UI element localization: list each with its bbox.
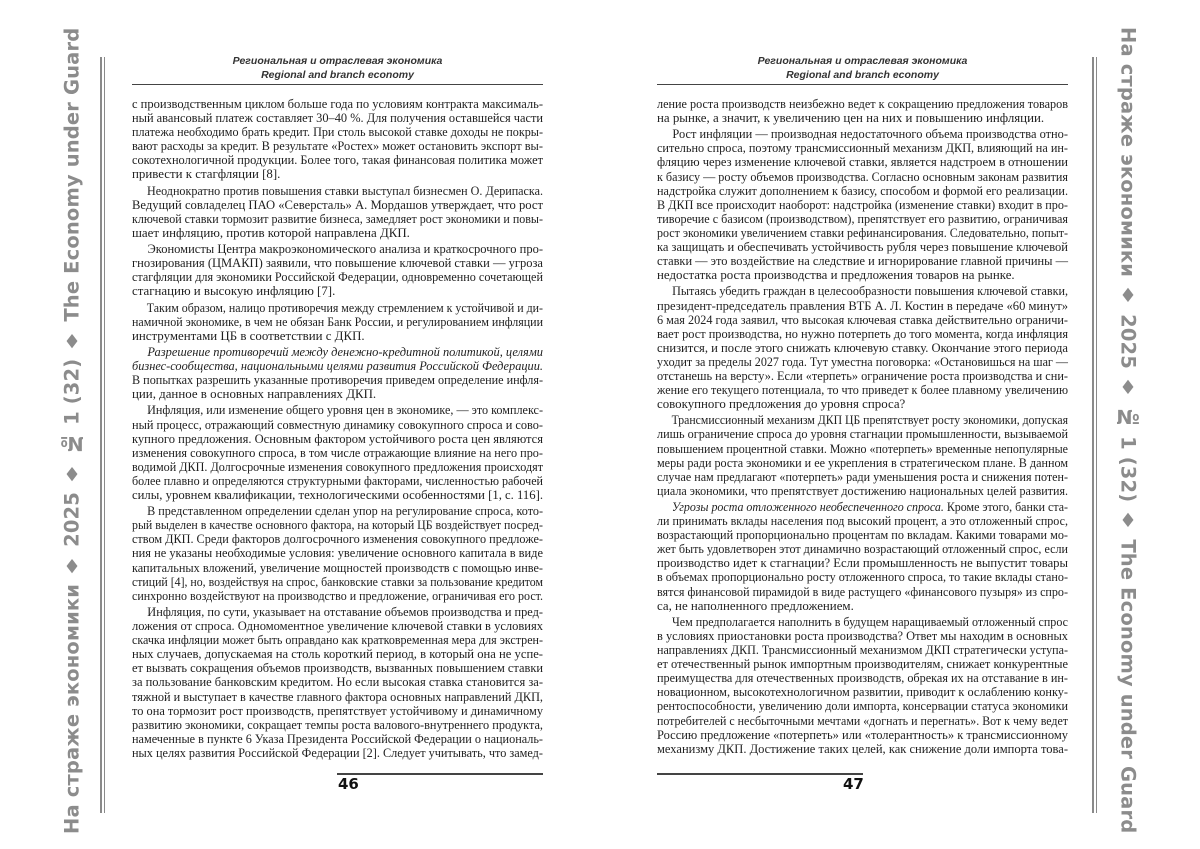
line-text: более плавно и определяются структурными факторами, численностью рабочей [132, 474, 543, 488]
line-text: ный процесс, отражающий совместную динамику совокупного спроса и сово- [132, 418, 543, 432]
line-text: Трансмиссионный механизм ДКП ЦБ препятствует росту экономики, допуская [672, 413, 1068, 427]
text-line [132, 474, 543, 488]
text-line [657, 728, 1068, 742]
text-line [132, 732, 543, 746]
paragraph [657, 413, 1068, 498]
line-text: сокотехнологичной продукции. Более того, такая финансовая политика может [132, 153, 543, 167]
line-text: за пользование банковским кредитом. Но если высокая ставка становится за- [132, 675, 543, 689]
text-line [132, 619, 543, 633]
line-text: президент-председатель правления ВТБ А. Л. Костин в передаче «60 минут» [657, 299, 1068, 313]
line-text: уходит за пределы 2027 года. Тут уместна поговорка: «Остановишься на шаг — [657, 355, 1068, 369]
line-text: в объемах пропорционально росту отложенного спроса, то такие вклады стано- [657, 570, 1068, 584]
line-text: ния не указаны необходимые условия: увеличение основного капитала в виде [132, 546, 543, 560]
text-line [657, 212, 1068, 226]
paragraph [657, 615, 1068, 756]
running-header [657, 54, 1068, 82]
line-text: вает рост производства, но нужно потерпеть до того момента, когда инфляция [657, 327, 1068, 341]
text-line [132, 704, 543, 718]
line-text: стагфляции для экономики Российской Федерации, одновременно сочетающей [132, 270, 543, 284]
text-line [132, 661, 543, 675]
line-text: Россию предложение «потерпеть» или «толерантность» к трансмиссионному [657, 728, 1068, 742]
line-text: преимущества для отечественных производств, обрекая их на отставание в ин- [657, 671, 1068, 685]
line-text: ством ДКП. Среди факторов долгосрочного изменения совокупного предложе- [132, 532, 543, 546]
section-title-en: Regional and branch economy [132, 68, 543, 82]
text-line [657, 442, 1068, 456]
line-text: фляцию через изменение ключевой ставки, является надстроем в отношении [657, 155, 1068, 169]
italic-subheading-text: бизнес-сообщества, национальными целями развития Российской Федерации. [132, 359, 543, 373]
line-text: скачка инфляции может быть оправдано как кратковременная мера для экстрен- [132, 633, 543, 647]
text-line [657, 341, 1068, 355]
line-text: изменения совокупного спроса, в том числе отражающие влияние на него про- [132, 446, 543, 460]
paragraph [132, 345, 543, 401]
line-text: платежа необходимо брать кредит. При столь высокой ставке доходы не покры- [132, 125, 543, 139]
line-text: купного предложения. Основным фактором устойчивого роста цен являются [132, 432, 543, 446]
text-line [657, 528, 1068, 542]
text-line [132, 256, 543, 270]
line-text: стиций [4], но, воздействуя на спрос, банковские ставки за пользование кредитом [132, 575, 543, 589]
paragraph [657, 97, 1068, 125]
paragraph [132, 403, 543, 502]
text-line [657, 599, 1068, 613]
line-text: производство идет к стагнации? Если промышленность не выпустит товары [657, 556, 1068, 570]
line-text: тяжной и выступает в качестве главного фактора основных направлений ДКП, [132, 690, 543, 704]
line-text: ет отечественный рынок импортным производителям, снижает конкурентные [657, 657, 1068, 671]
line-text: недостатка роста производства и предложения товаров на рынке. [657, 268, 1015, 282]
line-text: ции, данное в основных направлениях ДКП. [132, 387, 376, 401]
line-text: лишь ограничение спроса до уровня стагнации промышленности, вызываемой [657, 427, 1068, 441]
line-text: ставки — это воздействие на следствие и игнорирование главной причины — [657, 254, 1068, 268]
italic-subheading-text: Угрозы роста отложенного необеспеченного спроса. [672, 500, 944, 514]
text-line [132, 675, 543, 689]
line-text: меры ради роста экономики и ее укрепления в стратегическом плане. В данном [657, 456, 1068, 470]
text-line [132, 226, 543, 240]
text-line [657, 500, 1083, 514]
section-title-en: Regional and branch economy [657, 68, 1068, 82]
text-line [132, 647, 543, 661]
line-text: направлениях ДКП. Трансмиссионный механизмом ДКП стратегически уступа- [657, 643, 1068, 657]
line-text: Таким образом, налицо противоречия между стремлением к устойчивой и ди- [147, 301, 543, 315]
line-text: ет вызвать сокращения объемов производств, вызванных повышением ставки [132, 661, 543, 675]
line-text: рост экономики увеличением ставки рефинансирования. Следовательно, попыт- [657, 226, 1068, 240]
line-text: возрастающий пропорционально процентам по вкладам. Какими товарами мо- [657, 528, 1068, 542]
paragraph [132, 97, 543, 182]
text-line [132, 518, 543, 532]
paragraph [657, 127, 1068, 282]
text-line [132, 387, 543, 401]
line-text: ление роста производств неизбежно ведет к сокращению предложения товаров [657, 97, 1068, 111]
text-line [132, 418, 543, 432]
text-line [132, 270, 543, 284]
journal-sidebar-title-right: На страже экономики ♦ 2025 ♦ № 1 (32) ♦ The Economy under Guard [1113, 58, 1143, 803]
text-line [132, 184, 558, 198]
text-line [132, 561, 543, 575]
text-line [132, 198, 543, 212]
text-line [657, 699, 1068, 713]
line-text: сительно спроса, поэтому трансмиссионный механизм ДКП, влияющий на ин- [657, 141, 1068, 155]
text-line [657, 254, 1068, 268]
text-line [657, 198, 1068, 212]
line-text: механизму ДКП. Достижение таких целей, как снижение доли импорта това- [657, 742, 1068, 756]
line-text: Кроме этого, банки ста- [944, 500, 1068, 514]
text-line [657, 585, 1068, 599]
text-line [132, 690, 543, 704]
line-text: отстанешь на версту». Если «терпеть» ограничение роста производства и сни- [657, 369, 1068, 383]
line-text: жет быть удовлетворен этот динамично возрастающий отложенный спрос, если [657, 542, 1068, 556]
text-line [657, 97, 1068, 111]
line-text: 6 мая 2024 года заявил, что высокая ключевая ставка действительно ограничи- [657, 313, 1068, 327]
line-text: шает инфляцию, против которой направлена ДКП. [132, 226, 410, 240]
line-text: Инфляция, по сути, указывает на отставание объемов производства и пред- [147, 605, 543, 619]
page-body [132, 97, 543, 762]
page-number: 46 [338, 775, 359, 793]
line-text: гнозирования (ЦМАКП) заявили, что повышение ключевой ставки — угроза [132, 256, 543, 270]
line-text: рый выделен в качестве основного фактора, на который ЦБ воздействует посред- [132, 518, 543, 532]
text-line [657, 170, 1068, 184]
page-number: 47 [843, 775, 864, 793]
line-text: намичной экономике, в чем не обязан Банк России, и регулированием инфляции [132, 315, 543, 329]
line-text: Экономисты Центра макроэкономического анализа и краткосрочного про- [148, 242, 543, 256]
line-text: В попытках разрешить указанные противоречия приведем определение инфля- [132, 373, 543, 387]
text-line [657, 685, 1068, 699]
line-text: совокупного предложения до уровня спроса? [657, 397, 905, 411]
text-line [657, 369, 1068, 383]
paragraph [657, 284, 1068, 411]
line-text: вятся финансовой пирамидой в виде растущего «финансового пузыря» из спро- [657, 585, 1068, 599]
text-line [132, 111, 543, 125]
text-line [657, 313, 1068, 327]
line-text: то она тормозит рост производств, препятствует устойчивому и динамичному [132, 704, 543, 718]
line-text: Ведущий совладелец ПАО «Северсталь» А. Мордашов утверждает, что рост [132, 198, 543, 212]
text-line [132, 746, 543, 760]
italic-subheading-text: Разрешение противоречий между денежно-кредитной политикой, целями [147, 345, 543, 359]
line-text: ных случаев, допускаемая на столь короткий период, в который она не успе- [132, 647, 543, 661]
header-rule [132, 84, 543, 85]
line-text: к базису — росту объемов производства. Согласно основным законам развития [657, 170, 1068, 184]
text-line [132, 488, 543, 502]
line-text: новационном, высокотехнологичном развитии, приводит к ослаблению конку- [657, 685, 1068, 699]
text-line [132, 97, 543, 111]
line-text: жение его текущего потенциала, то что приведет к более плавному увеличению [657, 383, 1068, 397]
paragraph [132, 301, 543, 343]
text-line [657, 397, 1068, 411]
text-line [657, 355, 1068, 369]
paragraph [132, 504, 543, 603]
line-text: вают расходы за кредит. В результате «Ростех» может остановить экспорт вы- [132, 139, 543, 153]
text-line [657, 643, 1068, 657]
line-text: Чем предполагается наполнить в будущем наращиваемый отложенный спрос [672, 615, 1068, 629]
text-line [132, 605, 558, 619]
text-line [657, 327, 1068, 341]
line-text: Неоднократно против повышения ставки выступал бизнесмен О. Дерипаска. [147, 184, 543, 198]
text-line [657, 615, 1083, 629]
text-line [132, 532, 543, 546]
paragraph [132, 184, 543, 240]
text-line [657, 671, 1068, 685]
text-line [132, 139, 543, 153]
line-text: водимой ДКП. Долгосрочные изменения совокупного предложения происходят [132, 460, 543, 474]
line-text: Пытаясь убедить граждан в целесообразности повышения ключевой ставки, [672, 284, 1068, 298]
line-text: привести к стагфляции [8]. [132, 167, 280, 181]
text-line [657, 383, 1068, 397]
section-title-ru: Региональная и отраслевая экономика [132, 54, 543, 68]
line-text: стагнацию и высокую инфляцию [7]. [132, 284, 335, 298]
text-line [132, 242, 559, 256]
text-line [657, 184, 1068, 198]
text-line [657, 413, 1083, 427]
text-line [657, 427, 1068, 441]
text-line [132, 403, 558, 417]
footer-rule [657, 773, 863, 775]
text-line [657, 742, 1068, 756]
text-line [132, 718, 543, 732]
text-line [657, 155, 1068, 169]
line-text: В представленном определении сделан упор на регулирование спроса, кото- [147, 504, 543, 518]
text-line [132, 460, 543, 474]
line-text: ка защищать и обеспечивать устойчивость рубля через повышение ключевой [657, 240, 1068, 254]
line-text: случае нам предлагают «потерпеть» ради уменьшения роста и снижения потен- [657, 470, 1068, 484]
line-text: ли принимать вклады населения под высокий процент, а это отложенный спрос, [657, 514, 1068, 528]
journal-sidebar-title-left: На страже экономики ♦ 2025 ♦ № 1 (32) ♦ The Economy under Guard [57, 58, 87, 803]
line-text: силы, уровнем квалификации, технологическими особенностями [1, с. 116]. [132, 488, 543, 502]
line-text: ный авансовый платеж составляет 30–40 %. Для получения оставшейся части [132, 111, 543, 125]
text-line [132, 284, 543, 298]
text-line [657, 629, 1068, 643]
text-line [132, 633, 543, 647]
text-line [132, 546, 543, 560]
text-line [657, 556, 1068, 570]
text-line [657, 299, 1068, 313]
header-rule [657, 84, 1068, 85]
right-margin-rule [1092, 57, 1097, 813]
text-line [132, 329, 543, 343]
paragraph [657, 500, 1068, 613]
line-text: ключевой ставки тормозит развитие бизнеса, замедляет рост экономики и повы- [132, 212, 543, 226]
text-line [132, 373, 543, 387]
text-line [132, 432, 543, 446]
footer-rule [337, 773, 543, 775]
text-line [657, 514, 1068, 528]
line-text: ных целях развития Российской Федерации [2]. Следует учитывать, что замед- [132, 746, 543, 760]
text-line [132, 359, 543, 373]
line-text: инструментами ЦБ в соответствии с ДКП. [132, 329, 365, 343]
line-text: на рынке, а значит, к увеличению цен на них и повышению инфляции. [657, 111, 1044, 125]
line-text: намеченные в пункте 6 Указа Президента Российской Федерации о националь- [132, 732, 543, 746]
line-text: циала экономики, что препятствует достижению национальных целей развития. [657, 484, 1068, 498]
text-line [657, 570, 1068, 584]
text-line [132, 315, 543, 329]
line-text: повышением процентной ставки. Можно «потерпеть» временные непопулярные [657, 442, 1068, 456]
paragraph [132, 242, 543, 298]
text-line [657, 657, 1068, 671]
text-line [132, 125, 543, 139]
text-line [657, 714, 1068, 728]
text-line [657, 240, 1068, 254]
section-title-ru: Региональная и отраслевая экономика [657, 54, 1068, 68]
line-text: снизится, и после этого снижать ключевую ставку. Окончание этого периода [657, 341, 1068, 355]
paragraph [132, 605, 543, 760]
text-line [657, 542, 1068, 556]
text-line [132, 212, 543, 226]
page-body [657, 97, 1068, 758]
text-line [657, 226, 1068, 240]
line-text: капитальных вложений, увеличение мощностей производств с помощью инве- [132, 561, 543, 575]
line-text: В ДКП все происходит наоборот: надстройка (изменение ставки) входит в про- [657, 198, 1068, 212]
line-text: тиворечие с базисом (производством), препятствует его развитию, ограничивая [657, 212, 1068, 226]
line-text: надстройка служит дополнением к базису, способом и формой его реализации. [657, 184, 1068, 198]
line-text: потребителей с несбыточными мечтами «догнать и перегнать». Вот к чему ведет [657, 714, 1068, 728]
text-line [657, 456, 1068, 470]
text-line [657, 268, 1068, 282]
line-text: ложения от спроса. Одномоментное увеличение ключевой ставки в условиях [132, 619, 543, 633]
text-line [657, 127, 1083, 141]
text-line [132, 575, 543, 589]
line-text: Инфляция, или изменение общего уровня цен в экономике, — это комплекс- [147, 403, 543, 417]
line-text: Рост инфляции — производная недостаточного объема производства отно- [672, 127, 1068, 141]
text-line [657, 470, 1068, 484]
text-line [657, 141, 1068, 155]
running-header [132, 54, 543, 82]
line-text: с производственным циклом больше года по условиям контракта максималь- [132, 97, 543, 111]
text-line [657, 484, 1068, 498]
text-line [132, 589, 543, 603]
line-text: синхронно воздействуют на производство и предложение, ограничивая его рост. [132, 589, 543, 603]
text-line [132, 167, 543, 181]
line-text: рентоспособности, увеличению доли импорта, консервации статуса экономики [657, 699, 1068, 713]
text-line [132, 504, 558, 518]
left-margin-rule [100, 57, 105, 813]
text-line [657, 111, 1068, 125]
line-text: развитию экономики, сокращает темпы роста валового-внутреннего продукта, [132, 718, 543, 732]
text-line [132, 301, 558, 315]
text-line [132, 345, 558, 359]
line-text: в условиях приостановки роста производства? Ответ мы находим в основных [657, 629, 1068, 643]
text-line [132, 446, 543, 460]
line-text: са, не наполненного предложением. [657, 599, 854, 613]
text-line [132, 153, 543, 167]
text-line [657, 284, 1083, 298]
